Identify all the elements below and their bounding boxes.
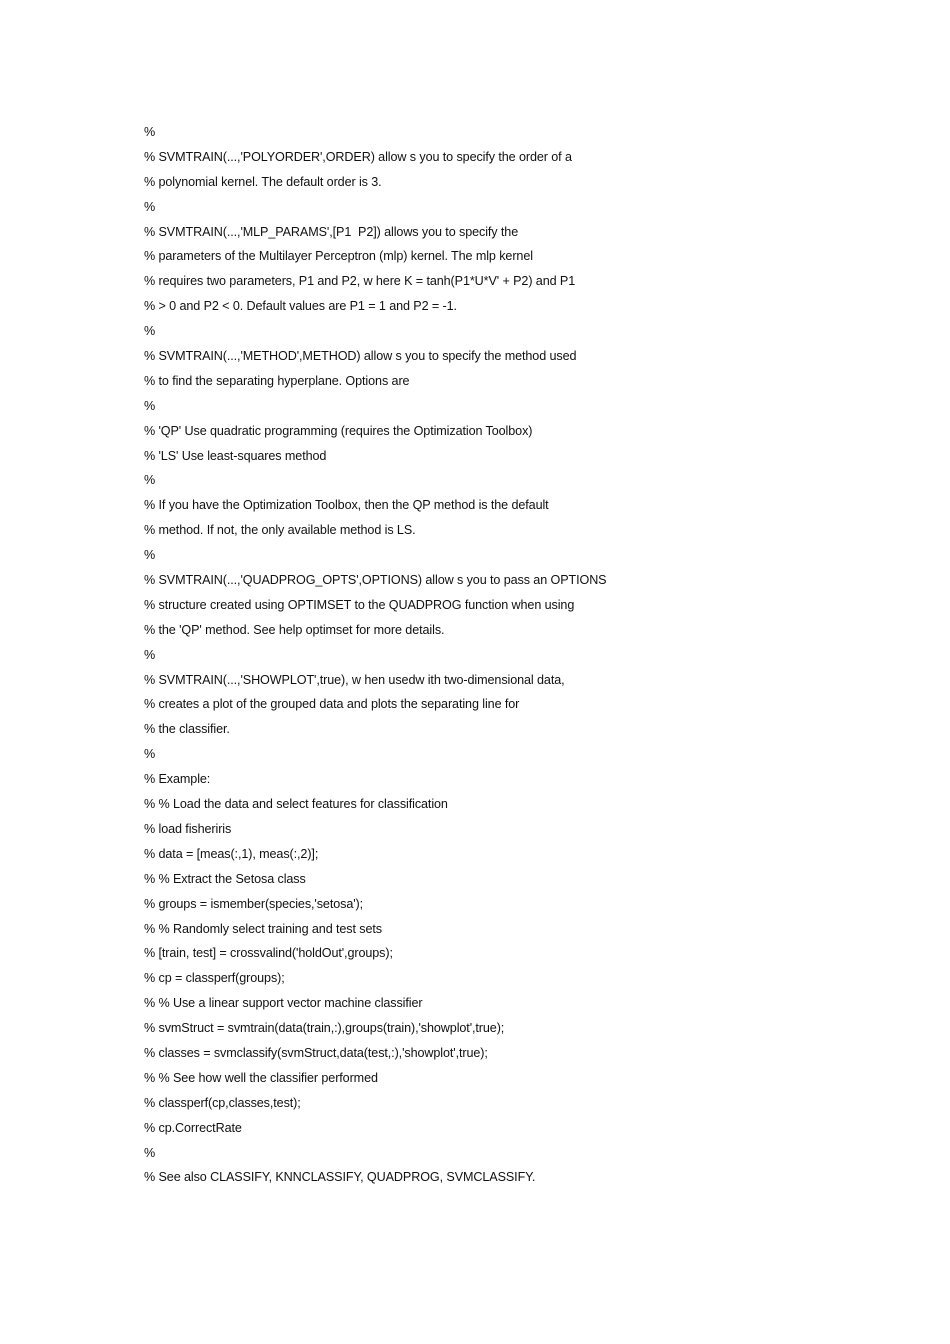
comment-line: % (144, 473, 156, 488)
comment-line: % (144, 647, 156, 662)
comment-line: % creates a plot of the grouped data and plots the separating line for (144, 697, 520, 712)
comment-line: % classperf(cp,classes,test); (144, 1095, 301, 1110)
comment-line: % % See how well the classifier performed (144, 1070, 378, 1085)
comment-line: % Example: (144, 772, 211, 787)
comment-line: % (144, 199, 156, 214)
comment-line: % (144, 398, 156, 413)
comment-line: % If you have the Optimization Toolbox, then the QP method is the default (144, 498, 549, 513)
comment-line: % > 0 and P2 < 0. Default values are P1 = 1 and P2 = -1. (144, 299, 457, 314)
comment-line: % requires two parameters, P1 and P2, w here K = tanh(P1*U*V' + P2) and P1 (144, 274, 576, 289)
comment-line: % the classifier. (144, 722, 230, 737)
comment-line: % SVMTRAIN(...,'SHOWPLOT',true), w hen usedw ith two-dimensional data, (144, 672, 565, 687)
comment-line: % to find the separating hyperplane. Options are (144, 373, 410, 388)
comment-line: % cp = classperf(groups); (144, 971, 285, 986)
comment-line: % % Load the data and select features for classification (144, 797, 448, 812)
comment-line: % polynomial kernel. The default order is 3. (144, 174, 382, 189)
comment-line: % % Randomly select training and test sets (144, 921, 382, 936)
comment-line: % classes = svmclassify(svmStruct,data(test,:),'showplot',true); (144, 1045, 488, 1060)
comment-line: % the 'QP' method. See help optimset for more details. (144, 622, 445, 637)
comment-line: % SVMTRAIN(...,'QUADPROG_OPTS',OPTIONS) allow s you to pass an OPTIONS (144, 573, 607, 588)
comment-line: % (144, 324, 156, 339)
comment-line: % SVMTRAIN(...,'METHOD',METHOD) allow s you to specify the method used (144, 349, 577, 364)
comment-line: % (144, 747, 156, 762)
comment-line: % SVMTRAIN(...,'MLP_PARAMS',[P1 P2]) allows you to specify the (144, 224, 519, 239)
comment-line: % svmStruct = svmtrain(data(train,:),groups(train),'showplot',true); (144, 1021, 505, 1036)
comment-line: % parameters of the Multilayer Perceptron (mlp) kernel. The mlp kernel (144, 249, 533, 264)
comment-line: % 'LS' Use least-squares method (144, 448, 327, 463)
comment-line: % (144, 1145, 156, 1160)
comment-line: % method. If not, the only available method is LS. (144, 523, 416, 538)
comment-line: % cp.CorrectRate (144, 1120, 242, 1135)
comment-line: % (144, 548, 156, 563)
comment-line: % 'QP' Use quadratic programming (requires the Optimization Toolbox) (144, 423, 533, 438)
comment-line: % SVMTRAIN(...,'POLYORDER',ORDER) allow s you to specify the order of a (144, 149, 572, 164)
comment-line: % See also CLASSIFY, KNNCLASSIFY, QUADPROG, SVMCLASSIFY. (144, 1170, 536, 1185)
comment-line: % load fisheriris (144, 821, 232, 836)
comment-line: % data = [meas(:,1), meas(:,2)]; (144, 846, 319, 861)
comment-line: % % Extract the Setosa class (144, 871, 306, 886)
comment-line: % groups = ismember(species,'setosa'); (144, 896, 364, 911)
code-comment-block (144, 120, 904, 1190)
comment-line: % [train, test] = crossvalind('holdOut',groups); (144, 946, 393, 961)
comment-line: % (144, 125, 156, 139)
comment-line: % % Use a linear support vector machine classifier (144, 996, 423, 1011)
comment-line: % structure created using OPTIMSET to the QUADPROG function when using (144, 597, 575, 612)
